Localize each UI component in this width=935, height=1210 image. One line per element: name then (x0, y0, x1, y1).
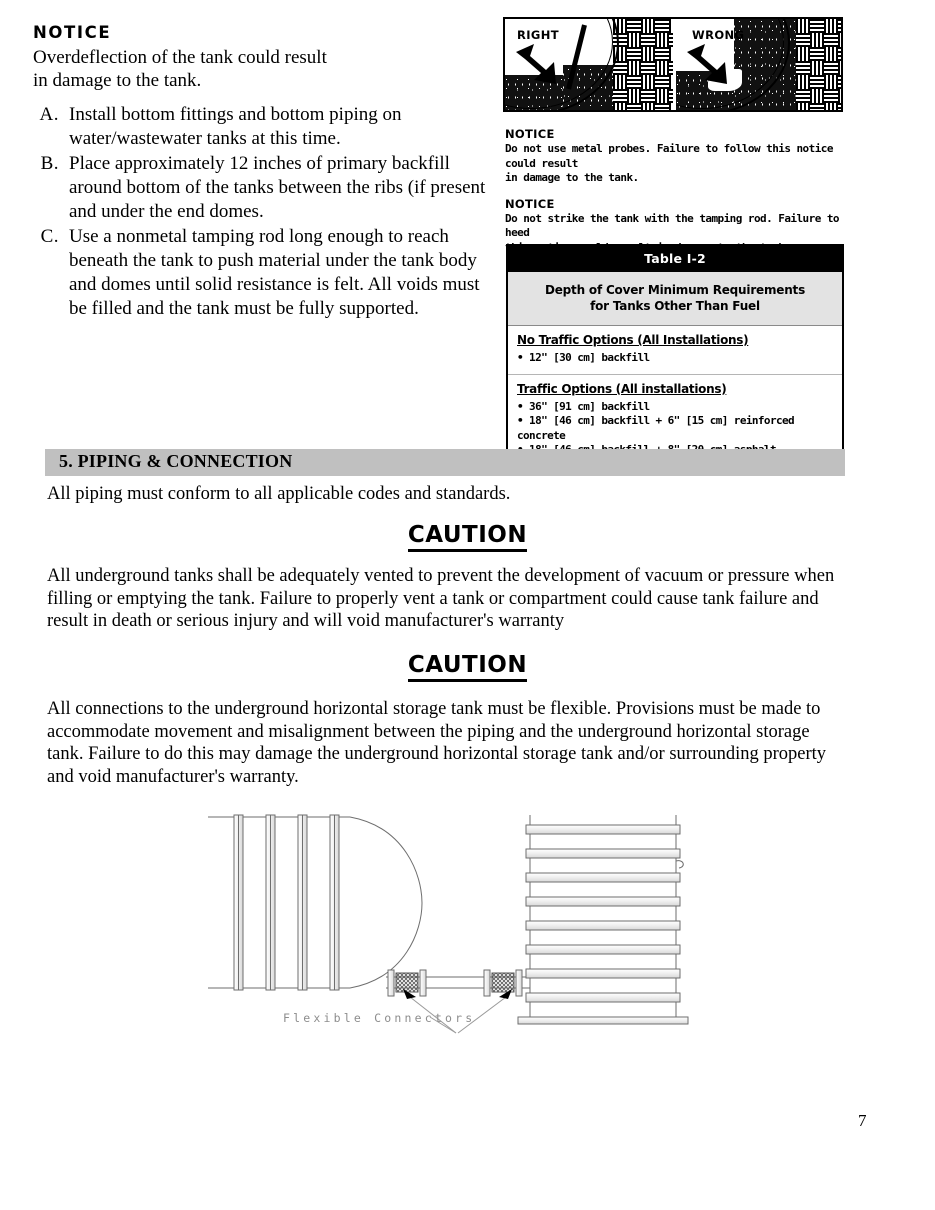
section-heading-text: 5. PIPING & CONNECTION (59, 451, 293, 471)
caution-body-1: All underground tanks shall be adequately vented to prevent the development of vacuum or pressure when filling or emptying the tank. Failure to properly vent a tank or compartment could cause tank failure and result in death or serious injury and will void manufacturer's warranty (47, 566, 835, 631)
page-number: 7 (858, 1111, 867, 1130)
list-item (33, 103, 493, 151)
mini-notice-heading: NOTICE (505, 127, 555, 141)
flexible-connector-icon (484, 970, 522, 996)
vertical-ribbed-tank-icon (518, 815, 688, 1024)
list-item-text: Use a nonmetal tamping rod long enough to reach beneath the tank to push material under the tank body and domes until solid resistance is felt. All voids must be filled and the tank must be fully supported. (69, 226, 480, 319)
arrow-down-right-icon (687, 44, 733, 84)
notice-body (33, 46, 488, 92)
arrow-down-right-icon (516, 44, 562, 84)
caution-heading-text: CAUTION (408, 522, 527, 552)
table-i2 (506, 244, 844, 468)
flexible-connectors-label: Flexible Connectors (283, 1011, 476, 1025)
table-section-heading: No Traffic Options (All Installations) (517, 333, 749, 347)
section-heading-bar (45, 449, 845, 476)
table-section-item: • 18" [46 cm] backfill + 6" [15 cm] reinforced concrete (517, 414, 795, 442)
list-item-marker: C. (40, 226, 59, 247)
lettered-step-list (33, 103, 493, 322)
list-item-marker: B. (40, 153, 59, 174)
list-item (33, 225, 493, 321)
notice-line: in damage to the tank. (33, 70, 202, 91)
table-section-item: • 12" [30 cm] backfill (517, 351, 650, 364)
table-subtitle-line: for Tanks Other Than Fuel (590, 299, 760, 313)
mini-notice-body (505, 142, 845, 186)
list-item-text: Install bottom fittings and bottom piping on water/wastewater tanks at this time. (69, 104, 402, 149)
figure-panel-right-correct (505, 19, 673, 110)
figure-label-right: RIGHT (517, 28, 560, 42)
table-section-heading: Traffic Options (All installations) (517, 381, 727, 396)
soil-hatch-pattern (796, 19, 841, 110)
list-item (33, 152, 493, 224)
caution-heading-2 (0, 652, 935, 678)
right-wrong-figure (503, 17, 843, 112)
soil-hatch-pattern (613, 19, 673, 110)
caution-heading-text: CAUTION (408, 652, 527, 682)
caution-body-2: All connections to the underground horizontal storage tank must be flexible. Provisions must be made to accommodate movement and misalignment between the piping and the underground horizontal storage tank. Failure to do this may damage the underground horizontal storage tank and/or surrounding property and void manufacturer's warranty. (47, 699, 827, 787)
figure-label-wrong: WRONG (692, 28, 745, 42)
mini-notice-line: in damage to the tank. (505, 171, 639, 184)
figure-panel-wrong (676, 19, 841, 110)
mini-notice-line: Do not use metal probes. Failure to follow this notice could result (505, 142, 833, 170)
notice-block (33, 23, 488, 92)
table-subtitle-line: Depth of Cover Minimum Requirements (544, 283, 806, 297)
caution-heading-1 (0, 522, 935, 548)
list-item-marker: A. (39, 104, 59, 125)
table-subtitle (508, 272, 842, 326)
table-title: Table I-2 (508, 246, 842, 272)
mini-notice-line: Do not strike the tank with the tamping rod. Failure to heed (505, 211, 839, 239)
horizontal-ribbed-tank-icon (208, 815, 422, 990)
section-intro-text: All piping must conform to all applicable codes and standards. (47, 484, 511, 504)
notice-line: Overdeflection of the tank could result (33, 47, 327, 68)
notice-heading: NOTICE (33, 23, 112, 42)
mini-notice-heading: NOTICE (505, 196, 555, 211)
figure-divider (673, 19, 676, 110)
list-item-text: Place approximately 12 inches of primary backfill around bottom of the tanks between the ribs (if present and under the end domes. (69, 153, 486, 222)
table-section-no-traffic (508, 326, 842, 374)
table-section-item: • 36" [91 cm] backfill (517, 399, 650, 413)
